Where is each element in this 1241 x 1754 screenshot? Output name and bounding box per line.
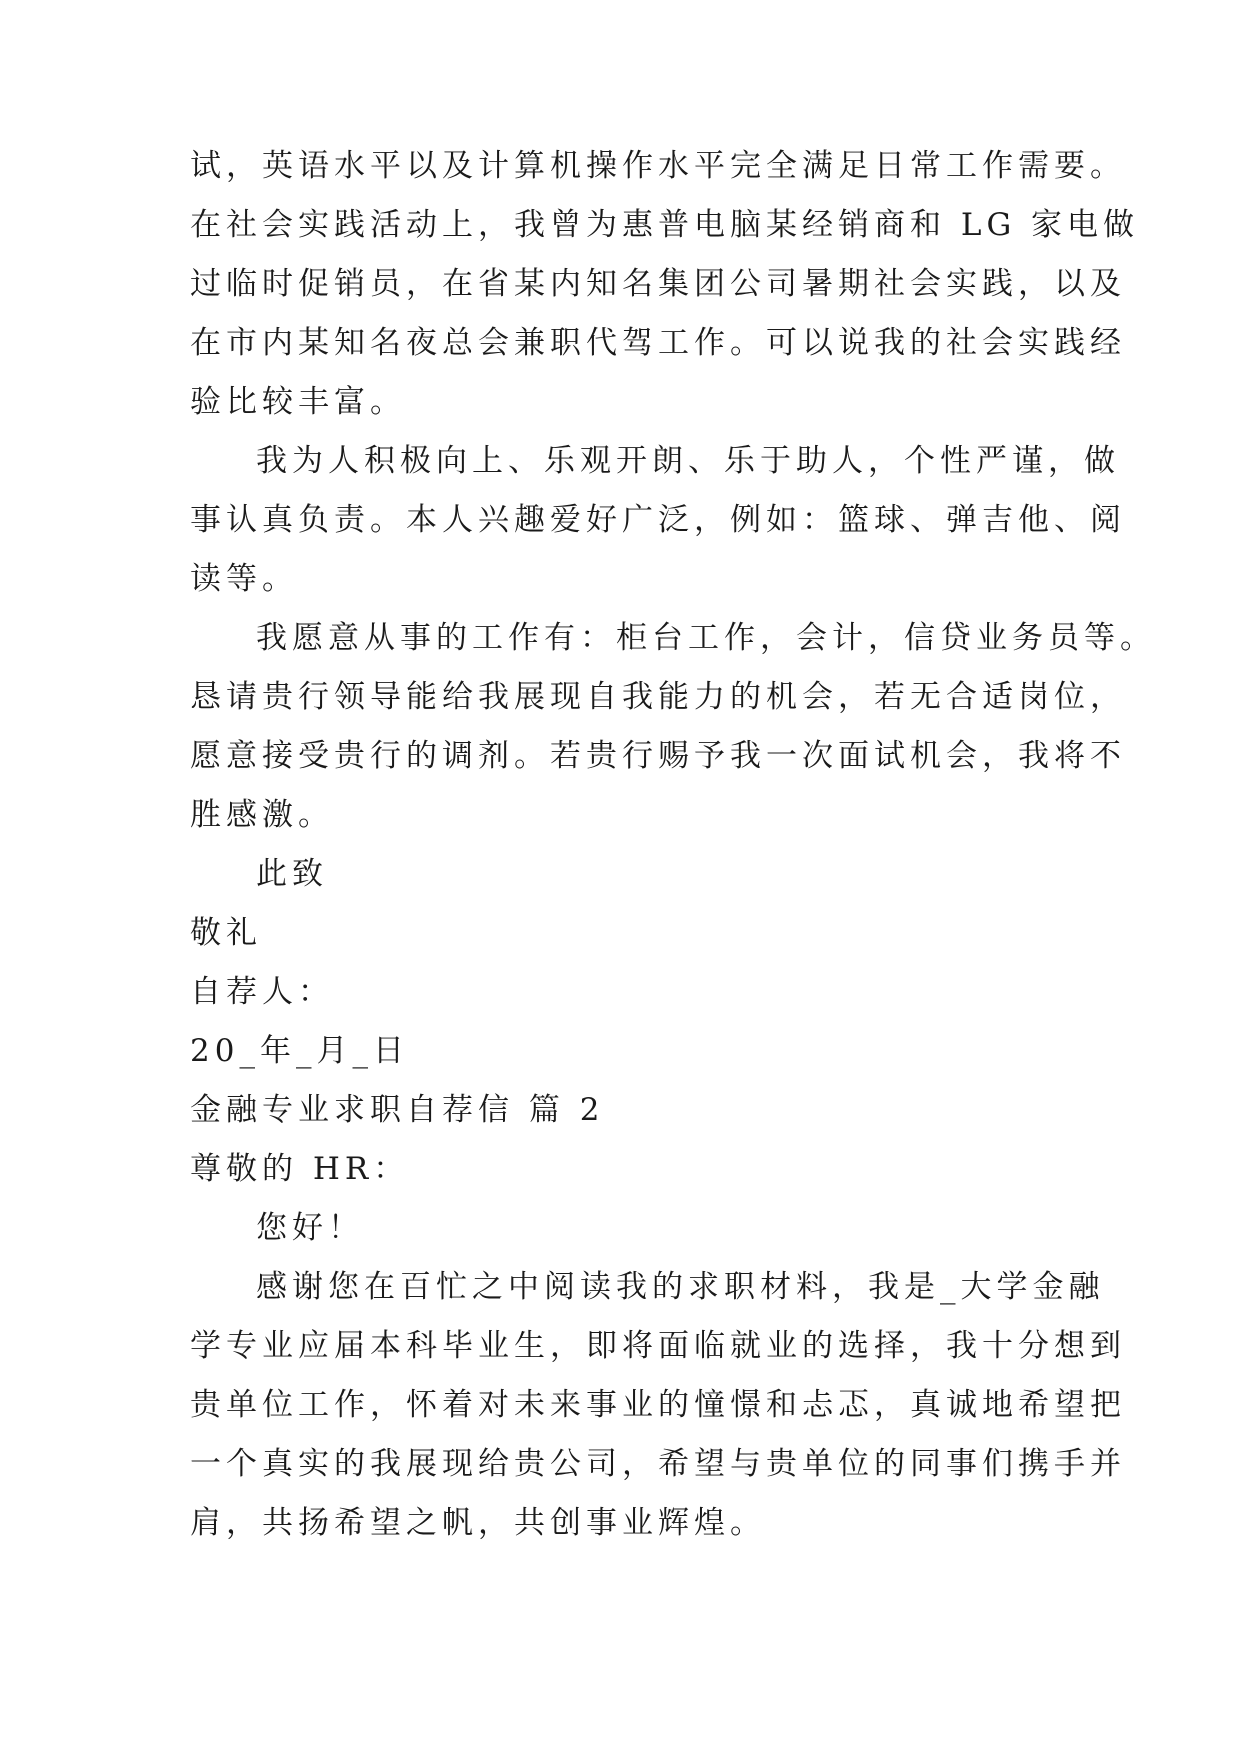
- paragraph-line: 贵单位工作，怀着对未来事业的憧憬和忐忑，真诚地希望把: [190, 1387, 1126, 1423]
- closing-regards: 敬礼: [190, 915, 262, 951]
- date-line: 20_年_月_日: [190, 1033, 409, 1069]
- greeting-recipient: 尊敬的 HR：: [190, 1151, 410, 1187]
- paragraph-line: 在市内某知名夜总会兼职代驾工作。可以说我的社会实践经: [190, 325, 1126, 361]
- signature-label: 自荐人：: [190, 974, 334, 1010]
- paragraph-line: 胜感激。: [190, 797, 334, 833]
- paragraph-line: 读等。: [190, 561, 298, 597]
- closing-salutation: 此致: [256, 856, 328, 892]
- greeting: 您好！: [256, 1210, 364, 1246]
- paragraph-line: 过临时促销员，在省某内知名集团公司暑期社会实践，以及: [190, 266, 1126, 302]
- paragraph-line: 试，英语水平以及计算机操作水平完全满足日常工作需要。: [190, 148, 1126, 184]
- paragraph-line: 愿意接受贵行的调剂。若贵行赐予我一次面试机会，我将不: [190, 738, 1126, 774]
- paragraph-line: 肩，共扬希望之帆，共创事业辉煌。: [190, 1505, 766, 1541]
- paragraph-line: 学专业应届本科毕业生，即将面临就业的选择，我十分想到: [190, 1328, 1126, 1364]
- paragraph-line: 恳请贵行领导能给我展现自我能力的机会，若无合适岗位，: [190, 679, 1126, 715]
- paragraph-line: 事认真负责。本人兴趣爱好广泛，例如：篮球、弹吉他、阅: [190, 502, 1126, 538]
- paragraph-line: 我愿意从事的工作有：柜台工作，会计，信贷业务员等。: [256, 620, 1156, 656]
- paragraph-line: 我为人积极向上、乐观开朗、乐于助人，个性严谨，做: [256, 443, 1120, 479]
- section-title: 金融专业求职自荐信 篇 2: [190, 1092, 605, 1128]
- paragraph-line: 感谢您在百忙之中阅读我的求职材料，我是_大学金融: [256, 1269, 1105, 1305]
- paragraph-line: 一个真实的我展现给贵公司，希望与贵单位的同事们携手并: [190, 1446, 1126, 1482]
- paragraph-line: 在社会实践活动上，我曾为惠普电脑某经销商和 LG 家电做: [190, 207, 1140, 243]
- paragraph-line: 验比较丰富。: [190, 384, 406, 420]
